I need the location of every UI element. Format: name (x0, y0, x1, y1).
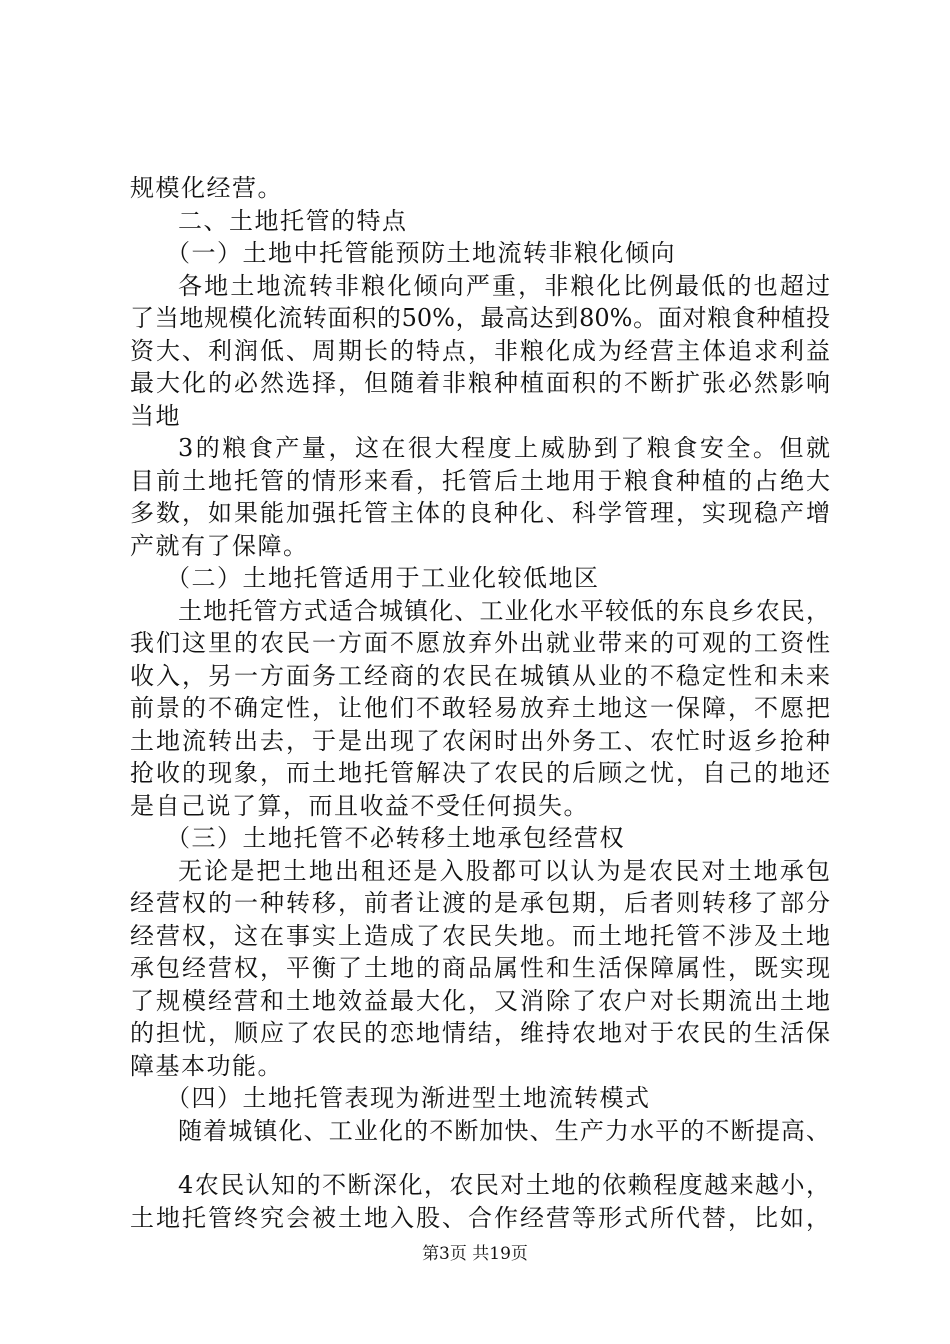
paragraph-line: 规模化经营。 (130, 174, 283, 202)
paragraph-line: 目前土地托管的情形来看，托管后土地用于粮食种植的占绝大 (130, 466, 830, 495)
paragraph-line: 我们这里的农民一方面不愿放弃外出就业带来的可观的工资性 (130, 629, 830, 657)
subsection-heading: （四）土地托管表现为渐进型土地流转模式 (166, 1084, 651, 1112)
paragraph-line: 土地托管终究会被土地入股、合作经营等形式所代替，比如， (130, 1203, 830, 1232)
paragraph-line: 4农民认知的不断深化，农民对土地的依赖程度越来越小， (178, 1171, 830, 1199)
paragraph-line: 障基本功能。 (130, 1051, 283, 1080)
paragraph-line: 资大、利润低、周期长的特点，非粮化成为经营主体追求利益 (130, 336, 830, 365)
paragraph-line: 是自己说了算，而且收益不受任何损失。 (130, 791, 589, 820)
paragraph-line: 最大化的必然选择，但随着非粮种植面积的不断扩张必然影响 (130, 369, 830, 397)
subsection-heading: （一）土地中托管能预防土地流转非粮化倾向 (166, 239, 676, 267)
paragraph-line: 3的粮食产量，这在很大程度上威胁到了粮食安全。但就 (178, 434, 830, 462)
paragraph-line: 各地土地流转非粮化倾向严重，非粮化比例最低的也超过 (178, 271, 830, 300)
page-number-footer: 第3页 共19页 (422, 1244, 528, 1264)
paragraph-line: 土地流转出去，于是出现了农闲时出外务工、农忙时返乡抢种 (130, 726, 830, 755)
paragraph-line: 收入，另一方面务工经商的农民在城镇从业的不稳定性和未来 (130, 661, 830, 690)
paragraph-line: 经营权，这在事实上造成了农民失地。而土地托管不涉及土地 (130, 921, 830, 950)
paragraph-line: 了规模经营和土地效益最大化，又消除了农户对长期流出土地 (130, 986, 830, 1015)
paragraph-line: 土地托管方式适合城镇化、工业化水平较低的东良乡农民， (178, 596, 830, 625)
paragraph-line: 经营权的一种转移，前者让渡的是承包期，后者则转移了部分 (130, 889, 830, 917)
page-gap (130, 1147, 830, 1169)
paragraph-line: 多数，如果能加强托管主体的良种化、科学管理，实现稳产增 (130, 499, 830, 527)
subsection-heading: （三）土地托管不必转移土地承包经营权 (166, 824, 625, 852)
document-body (130, 172, 830, 1234)
paragraph-line: 当地 (130, 401, 181, 430)
paragraph-line: 产就有了保障。 (130, 531, 309, 560)
paragraph-line: 随着城镇化、工业化的不断加快、生产力水平的不断提高、 (178, 1116, 830, 1145)
paragraph-line: 的担忧，顺应了农民的恋地情结，维持农地对于农民的生活保 (130, 1019, 830, 1047)
paragraph-line: 了当地规模化流转面积的50%，最高达到80%。面对粮食种植投 (130, 304, 830, 332)
paragraph-line: 抢收的现象，而土地托管解决了农民的后顾之忧，自己的地还 (130, 759, 830, 787)
paragraph-line: 承包经营权，平衡了土地的商品属性和生活保障属性，既实现 (130, 954, 830, 982)
paragraph-line: 前景的不确定性，让他们不敢轻易放弃土地这一保障，不愿把 (130, 694, 830, 722)
section-heading: 二、土地托管的特点 (178, 206, 408, 235)
subsection-heading: （二）土地托管适用于工业化较低地区 (166, 564, 600, 592)
paragraph-line: 无论是把土地出租还是入股都可以认为是农民对土地承包 (178, 856, 830, 885)
